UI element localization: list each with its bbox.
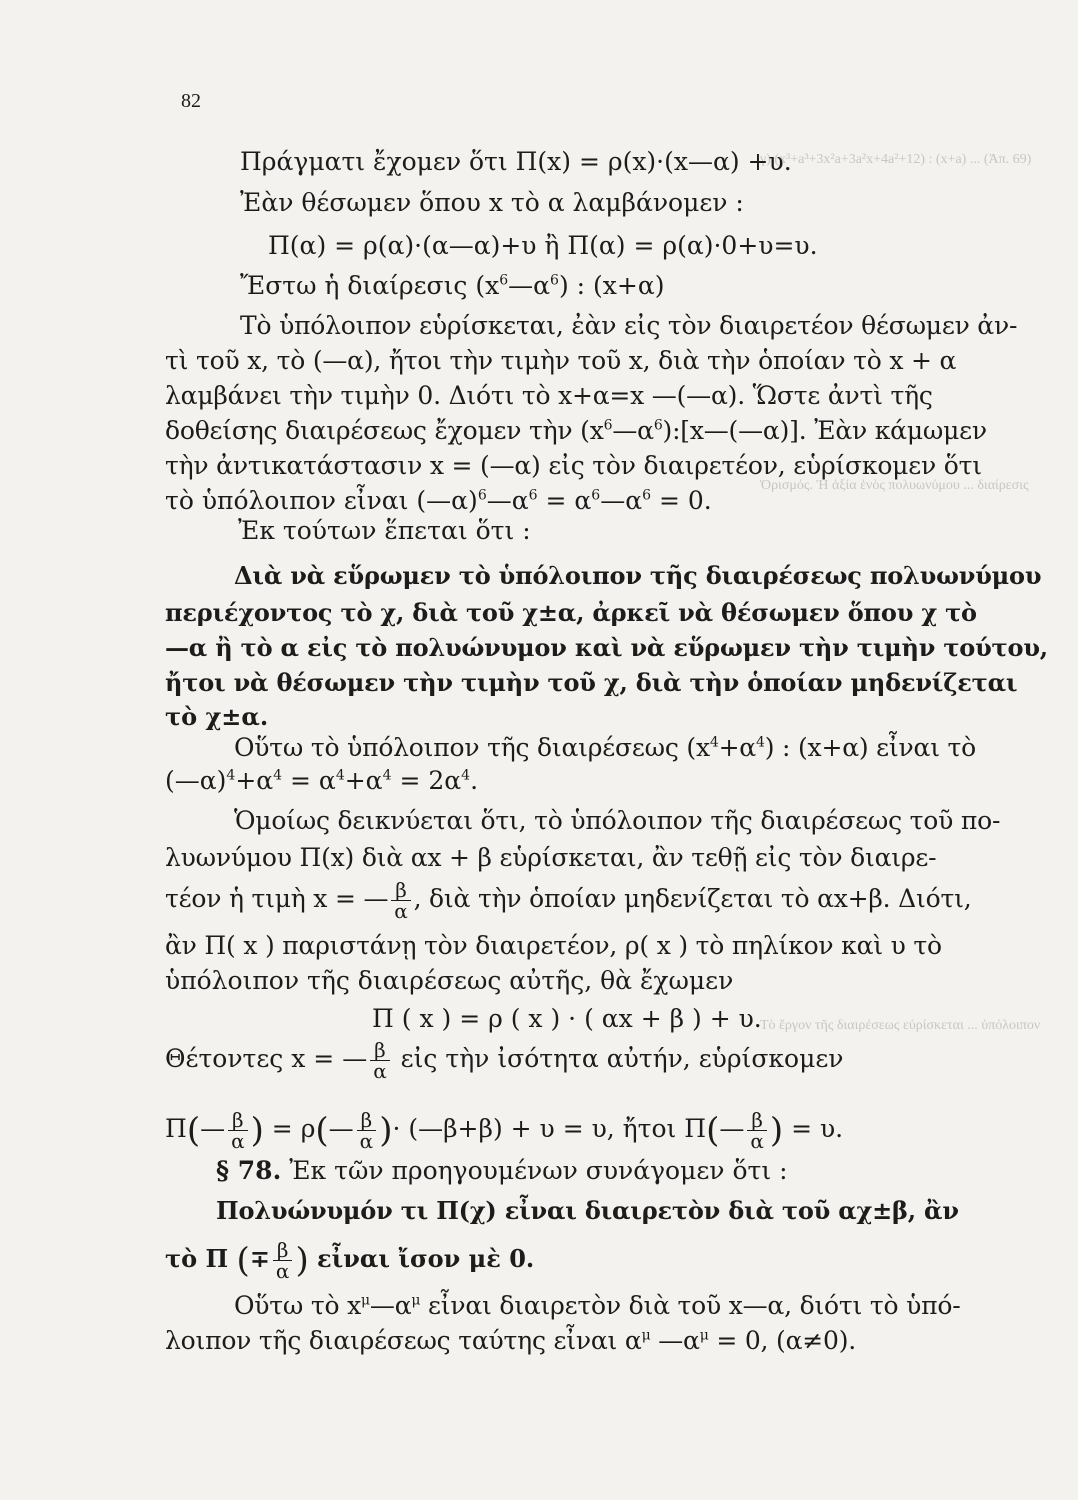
- text-line: τὸ ὑπόλοιπον εἶναι $(—\alpha)^6—\alpha^6$ = $\alpha^6—\alpha^6 = 0$.: [165, 486, 712, 515]
- text-line: $(—\alpha)^4+\alpha^4 = \alpha^4+\alpha^4 = 2\alpha^4$.: [165, 766, 479, 795]
- text-line: λαμβάνει τὴν τιμὴν 0. Διότι τὸ x+α=x —(—α). Ὥστε ἀντὶ τῆς: [165, 381, 933, 410]
- fraction-beta-over-alpha: $\frac{\beta}{\alpha}$: [391, 880, 410, 921]
- section-line: § 78. Ἐκ τῶν προηγουμένων συνάγομεν ὅτι :: [216, 1156, 788, 1185]
- bold-rule-line: ἤτοι νὰ θέσωμεν τὴν τιμὴν τοῦ χ, διὰ τὴν ὁποίαν μηδενίζεται: [165, 668, 1018, 697]
- text-line: Ἐὰν θέσωμεν ὅπου x τὸ α λαμβάνομεν :: [240, 188, 744, 217]
- text-line: δοθείσης διαιρέσεως ἔχομεν τὴν $(x^6—\alpha^6):[x—(—\alpha)]$. Ἐὰν κάμωμεν: [165, 416, 987, 445]
- text-line: Ἔστω ἡ διαίρεσις $(x^6—\alpha^6)$ : (x+α): [240, 271, 665, 300]
- fraction-beta-over-alpha: $\frac{\beta}{\alpha}$: [747, 1110, 767, 1151]
- text-line: Οὕτω τὸ $x^\mu—\alpha^\mu$ εἶναι διαιρετὸν διὰ τοῦ x—α, διότι τὸ ὑπό-: [234, 1291, 961, 1320]
- equation-line: Π ( x ) = ρ ( x ) · ( αx + β ) + υ.: [372, 1004, 762, 1033]
- bold-rule-line: τὸ χ±α.: [165, 702, 269, 731]
- bold-rule-line: περιέχοντος τὸ χ, διὰ τοῦ χ±α, ἀρκεῖ νὰ θέσωμεν ὅπου χ τὸ: [165, 598, 977, 627]
- section-number: § 78.: [216, 1156, 282, 1185]
- text-line: τέον ἡ τιμὴ x = — $\frac{\beta}{\alpha}$ , διὰ τὴν ὁποίαν μηδενίζεται τὸ αx+β. Διότι,: [165, 878, 972, 923]
- bleed-through-text: Ὁρισμός. Ἡ ἀξία ἑνὸς πολυωνύμου ... διαίρεσις: [760, 478, 1029, 493]
- fraction-beta-over-alpha: $\frac{\beta}{\alpha}$: [357, 1110, 377, 1151]
- text-line: λυωνύμου Π(x) διὰ αx + β εὑρίσκεται, ἂν τεθῇ εἰς τὸν διαιρε-: [165, 843, 937, 872]
- text-line: λοιπον τῆς διαιρέσεως ταύτης εἶναι $\alpha^\mu$ $—\alpha^\mu = 0$, (α≠0).: [165, 1326, 857, 1355]
- fraction-beta-over-alpha: $\frac{\beta}{\alpha}$: [228, 1110, 248, 1151]
- text-line: τὶ τοῦ x, τὸ (—α), ἤτοι τὴν τιμὴν τοῦ x, διὰ τὴν ὁποίαν τὸ x + α: [165, 346, 957, 375]
- equation-line: Π(— $\frac{\beta}{\alpha}$ ) = ρ(— $\frac{\beta}{\alpha}$ )· (—β+β) + υ = υ, ἤτοι Π(— $\frac{\beta}{\alpha}$ ) = υ.: [165, 1108, 844, 1153]
- fraction-beta-over-alpha: $\frac{\beta}{\alpha}$: [273, 1240, 293, 1281]
- page-number: 82: [181, 90, 201, 112]
- text-line: ὑπόλοιπον τῆς διαιρέσεως αὐτῆς, θὰ ἔχωμεν: [165, 966, 734, 995]
- bold-rule-line: Διὰ νὰ εὕρωμεν τὸ ὑπόλοιπον τῆς διαιρέσεως πολυωνύμου: [234, 561, 1042, 590]
- bleed-through-text: Τὸ ἔργον τῆς διαιρέσεως εὑρίσκεται ... ὑπόλοιπον: [760, 1018, 1041, 1033]
- bleed-through-text: γ) (x³+a³+3x²a+3a²x+4a²+12) : (x+a) ... (Ἀπ. 69): [760, 152, 1032, 167]
- text-line: Οὕτω τὸ ὑπόλοιπον τῆς διαιρέσεως $(x^4+\alpha^4)$ : (x+α) εἶναι τὸ: [234, 733, 977, 762]
- text-line: Θέτοντες x = — $\frac{\beta}{\alpha}$ εἰς τὴν ἰσότητα αὐτήν, εὑρίσκομεν: [165, 1038, 844, 1083]
- text-line: Πράγματι ἔχομεν ὅτι Π(x) = ρ(x)·(x—α) +υ.: [240, 147, 792, 176]
- text-line: Ὁμοίως δεικνύεται ὅτι, τὸ ὑπόλοιπον τῆς διαιρέσεως τοῦ πο-: [234, 806, 1001, 835]
- text-line: ἂν Π( x ) παριστάνῃ τὸν διαιρετέον, ρ( x ) τὸ πηλίκον καὶ υ τὸ: [165, 931, 942, 960]
- bold-rule-line: τὸ Π (∓ $\frac{\beta}{\alpha}$ ) εἶναι ἴσον μὲ 0.: [165, 1238, 535, 1283]
- bold-rule-line: Πολυώνυμόν τι Π(χ) εἶναι διαιρετὸν διὰ τοῦ αχ±β, ἂν: [216, 1196, 959, 1225]
- fraction-beta-over-alpha: $\frac{\beta}{\alpha}$: [370, 1040, 390, 1081]
- text-line: Ἐκ τούτων ἕπεται ὅτι :: [238, 516, 531, 545]
- bold-rule-line: —α ἢ τὸ α εἰς τὸ πολυώνυμον καὶ νὰ εὕρωμεν τὴν τιμὴν τούτου,: [165, 633, 1048, 662]
- equation-line: Π(α) = ρ(α)·(α—α)+υ ἢ Π(α) = ρ(α)·0+υ=υ.: [268, 231, 818, 260]
- text-line: Τὸ ὑπόλοιπον εὑρίσκεται, ἐὰν εἰς τὸν διαιρετέον θέσωμεν ἀν-: [240, 311, 1018, 340]
- text-line: τὴν ἀντικατάστασιν x = (—α) εἰς τὸν διαιρετέον, εὑρίσκομεν ὅτι: [165, 451, 982, 480]
